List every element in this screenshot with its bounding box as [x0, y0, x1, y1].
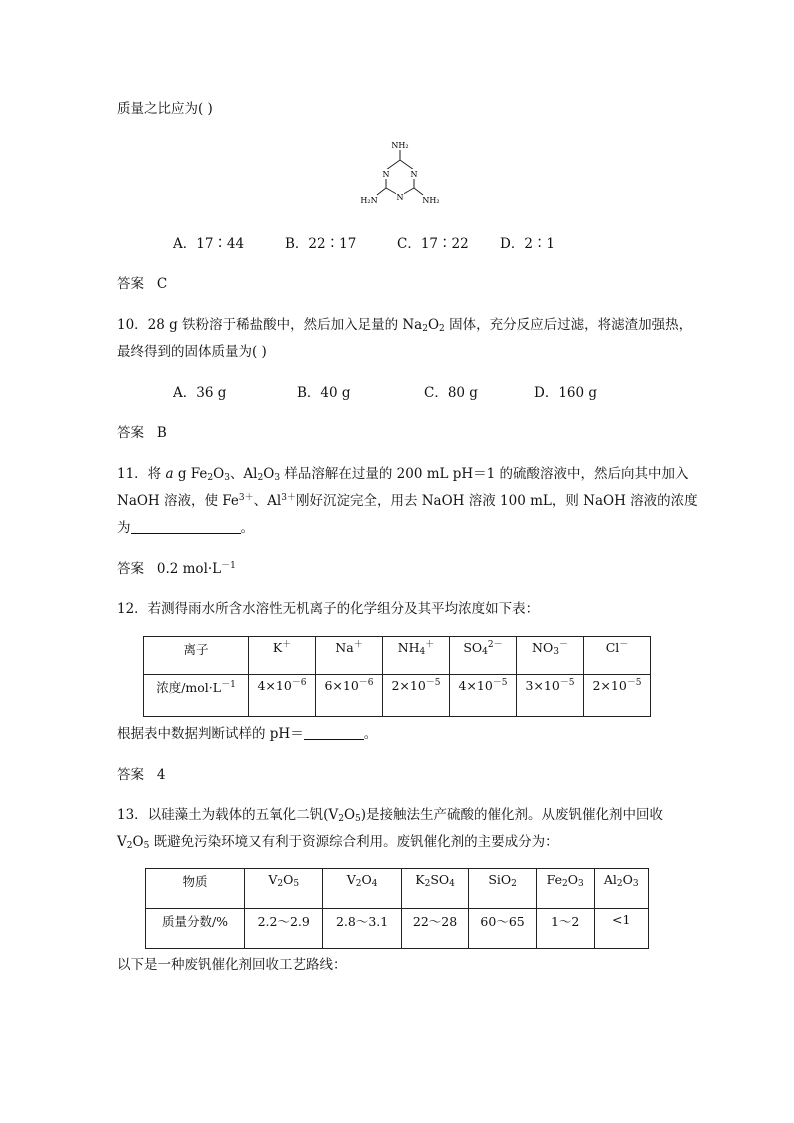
- q12-intro: 12．若测得雨水所含水溶性无机离子的化学组分及其平均浓度如下表：: [117, 601, 540, 617]
- q11-line-1: 11．将 a g $Fe_2O_3$、$Al_2O_3$ 样品溶解在过量的 200 mL pH＝1 的硫酸溶液中，然后向其中加入: [117, 466, 689, 483]
- q13-line-1: 13．以硅藻土为载体的五氧化二钒$(V_2O_5)$是接触法生产硫酸的催化剂。从废钒催化剂中回收: [117, 807, 664, 824]
- value-cell: 22～28: [401, 909, 469, 949]
- answer-label: 答案: [117, 276, 144, 292]
- q9-answer: [117, 272, 167, 292]
- answer-value: B: [156, 425, 167, 441]
- substance-cell: $V_2O_4$: [323, 869, 401, 909]
- ion-cell: Cl－: [584, 637, 651, 675]
- q13-line-2: $V_2O_5$ 既避免污染环境又有利于资源综合利用。废钒催化剂的主要成分为：: [117, 834, 559, 851]
- value-cell: $2\times 10^{-5}$: [383, 675, 450, 717]
- table-row-label: 质量分数/%: [146, 909, 245, 949]
- value-cell: $4\times 10^{-5}$: [450, 675, 517, 717]
- table-header-label: 离子: [144, 637, 249, 675]
- amine-top-label: NH₂: [391, 141, 409, 150]
- table-row: [146, 909, 649, 949]
- q9-option-a: A．17∶44: [173, 236, 245, 252]
- catalyst-composition-table: [145, 868, 649, 949]
- ion-cell: $NH_4^+$: [383, 637, 450, 675]
- ion-cell: K＋: [249, 637, 316, 675]
- q12-answer: [117, 763, 165, 783]
- value-cell: 1～2: [536, 909, 594, 949]
- melamine-structure: [355, 138, 445, 210]
- fill-blank: [304, 725, 364, 740]
- value-cell: $2\times 10^{-5}$: [584, 675, 651, 717]
- q10-answer: [117, 421, 167, 441]
- q10-line-1: 10．28 g 铁粉溶于稀盐酸中，然后加入足量的 $Na_2O_2$ 固体，充分反应后过滤，将滤渣加强热，: [117, 317, 693, 334]
- amine-left-label: H₂N: [360, 196, 378, 205]
- amine-right-label: NH₂: [422, 196, 440, 205]
- q10-option-b: B．40 g: [297, 385, 351, 401]
- substance-cell: $K_2SO_4$: [401, 869, 469, 909]
- table-header-label: 物质: [146, 869, 245, 909]
- value-cell: <1: [594, 909, 649, 949]
- table-row-label: 浓度$/mol\cdot L^{-1}$: [144, 675, 249, 717]
- value-cell: 2.8～3.1: [323, 909, 401, 949]
- table-header-row: [146, 869, 649, 909]
- value-cell: $4\times 10^{-6}$: [249, 675, 316, 717]
- ion-cell: $SO_4^{2-}$: [450, 637, 517, 675]
- value-cell: 60～65: [469, 909, 537, 949]
- q9-option-b: B．22∶17: [285, 236, 357, 252]
- q10-option-c: C．80 g: [424, 385, 478, 401]
- substance-cell: SiO$_2$: [469, 869, 537, 909]
- substance-cell: $Al_2O_3$: [594, 869, 649, 909]
- answer-value: C: [156, 276, 168, 292]
- q13-after: 以下是一种废钒催化剂回收工艺路线：: [117, 957, 347, 973]
- q11-line-3: 为 。: [117, 520, 254, 536]
- ion-concentration-table: [143, 636, 651, 717]
- answer-label: 答案: [117, 425, 144, 441]
- q11-answer: 答案 0.2 $mol\cdot L^{-1}$: [117, 561, 236, 577]
- ring-n-bottom: N: [396, 193, 404, 202]
- answer-label: 答案: [117, 561, 144, 577]
- q12-after: 根据表中数据判断试样的 pH＝ 。: [117, 726, 378, 742]
- value-cell: $3\times 10^{-5}$: [517, 675, 584, 717]
- ion-cell: $NO_3^-$: [517, 637, 584, 675]
- q10-option-a: A．36 g: [173, 385, 227, 401]
- ring-n-right: N: [410, 170, 418, 179]
- q9-option-c: C．17∶22: [397, 236, 469, 252]
- q10-line-2: 最终得到的固体质量为( ): [117, 344, 267, 360]
- ion-cell: Na＋: [316, 637, 383, 675]
- q10-option-d: D．160 g: [534, 385, 598, 401]
- answer-label: 答案: [117, 767, 144, 783]
- q9-intro: 质量之比应为( ): [117, 101, 213, 117]
- table-row: [144, 675, 651, 717]
- substance-cell: $V_2O_5$: [245, 869, 323, 909]
- substance-cell: $Fe_2O_3$: [536, 869, 594, 909]
- q11-line-2: NaOH 溶液，使 $Fe^{3+}$、$Al^{3+}$刚好沉淀完全，用去 NaOH 溶液 100 mL，则 NaOH 溶液的浓度: [117, 493, 698, 509]
- table-header-row: [144, 637, 651, 675]
- ring-n-left: N: [382, 170, 390, 179]
- value-cell: $6\times 10^{-6}$: [316, 675, 383, 717]
- answer-value: 0.2 mol·L: [156, 561, 222, 577]
- q9-option-d: D．2∶1: [500, 236, 556, 252]
- answer-value: 4: [156, 767, 166, 783]
- value-cell: 2.2～2.9: [245, 909, 323, 949]
- fill-blank: [131, 519, 241, 534]
